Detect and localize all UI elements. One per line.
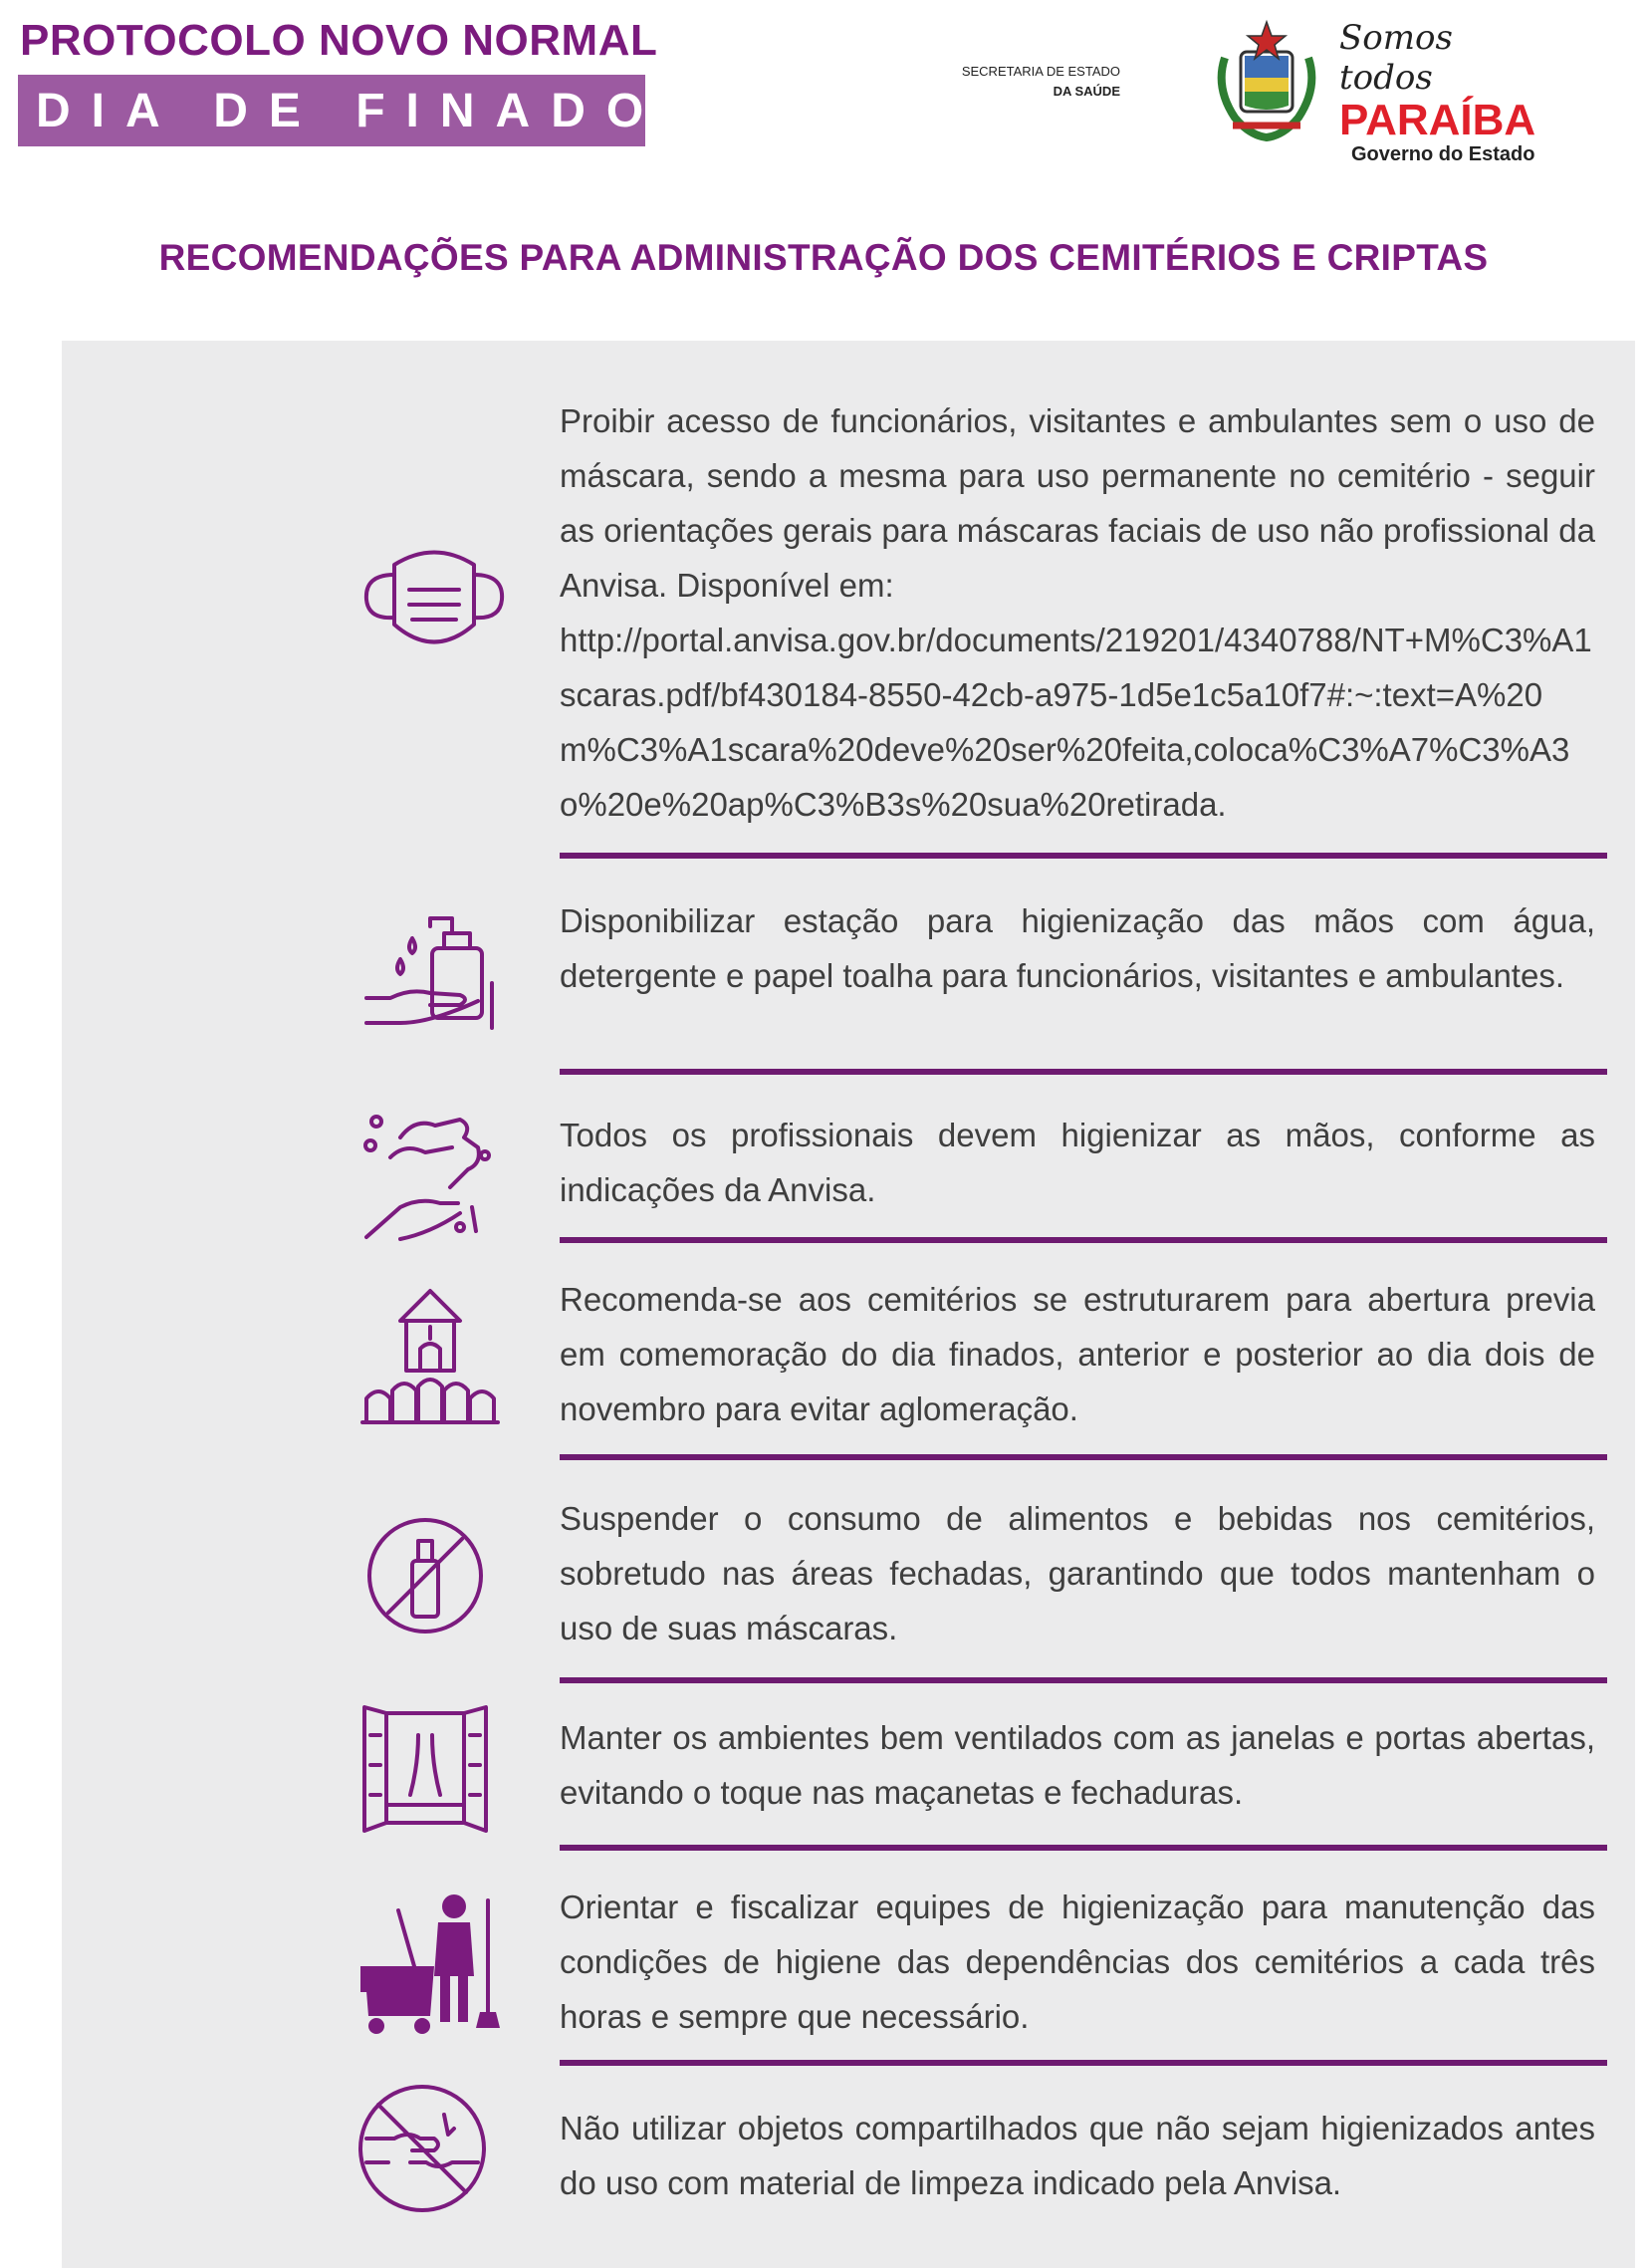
divider <box>560 1677 1607 1683</box>
item-text: Disponibilizar estação para higienização das mãos com água, detergente e papel toalha para funcionários, visitantes e ambulantes. <box>560 902 1595 994</box>
event-title: DIA DE FINADOS <box>36 85 718 137</box>
divider <box>560 1845 1607 1851</box>
secretaria-label <box>896 62 1120 102</box>
face-mask-icon <box>354 520 514 679</box>
item-text: Proibir acesso de funcionários, visitantes e ambulantes sem o uso de máscara, sendo a mesma para uso permanente no cemitério - seguir as orientações gerais para máscaras faciais de uso não profissional da Anvisa. Disponível em: <box>560 402 1595 604</box>
cemetery-chapel-icon <box>360 1287 500 1426</box>
item-text: Não utilizar objetos compartilhados que não sejam higienizados antes do uso com material de limpeza indicado pela Anvisa. <box>560 2110 1595 2201</box>
item-text: Recomenda-se aos cemitérios se estruturarem para abertura previa em comemoração do dia finados, anterior e posterior ao dia dois de novembro para evitar aglomeração. <box>560 1281 1595 1427</box>
item-text: Manter os ambientes bem ventilados com as janelas e portas abertas, evitando o toque nas maçanetas e fechaduras. <box>560 1719 1595 1811</box>
divider <box>560 1237 1607 1243</box>
divider <box>560 853 1607 859</box>
secretaria-line1: SECRETARIA DE ESTADO <box>961 64 1120 79</box>
divider <box>560 1454 1607 1460</box>
secretaria-line2: DA SAÚDE <box>1053 84 1120 99</box>
brand-slogan: Somos todos <box>1339 18 1453 98</box>
item-text: Orientar e fiscalizar equipes de higienização para manutenção das condições de higiene das dependências dos cemitérios a cada três horas e sempre que necessário. <box>560 1889 1595 2035</box>
no-sharing-icon <box>353 2079 492 2218</box>
item-text: Suspender o consumo de alimentos e bebidas nos cemitérios, sobretudo nas áreas fechadas, garantindo que todos mantenham o uso de suas máscaras. <box>560 1500 1595 1646</box>
anvisa-link[interactable]: http://portal.anvisa.gov.br/documents/219201/4340788/NT+M%C3%A1scaras.pdf/bf430184-8550-42cb-a975-1d5e1c5a10f7#:~:text=A%20m%C3%A1scara%20deve%20ser%20feita,coloca%C3%A7%C3%A3o%20e%20ap%C3%B3s%20sua%20retirada. <box>560 622 1592 823</box>
open-window-icon <box>360 1705 490 1835</box>
section-heading: RECOMENDAÇÕES PARA ADMINISTRAÇÃO DOS CEMITÉRIOS E CRIPTAS <box>158 237 1489 278</box>
no-drinks-icon <box>360 1511 490 1640</box>
brand-state: PARAÍBA <box>1339 96 1536 144</box>
state-crest-icon <box>1205 18 1329 142</box>
hand-sanitizer-icon <box>360 893 505 1038</box>
protocol-title: PROTOCOLO NOVO NORMAL <box>20 16 658 65</box>
divider <box>560 2060 1607 2066</box>
recommendations-panel <box>62 341 1635 2268</box>
brand-government: Governo do Estado <box>1351 143 1535 165</box>
brand-logo <box>1339 18 1538 166</box>
header <box>0 0 1647 165</box>
cleaning-staff-icon <box>358 1887 508 2036</box>
hand-washing-icon <box>360 1108 500 1247</box>
divider <box>560 1069 1607 1075</box>
item-text: Todos os profissionais devem higienizar as mãos, conforme as indicações da Anvisa. <box>560 1117 1595 1208</box>
